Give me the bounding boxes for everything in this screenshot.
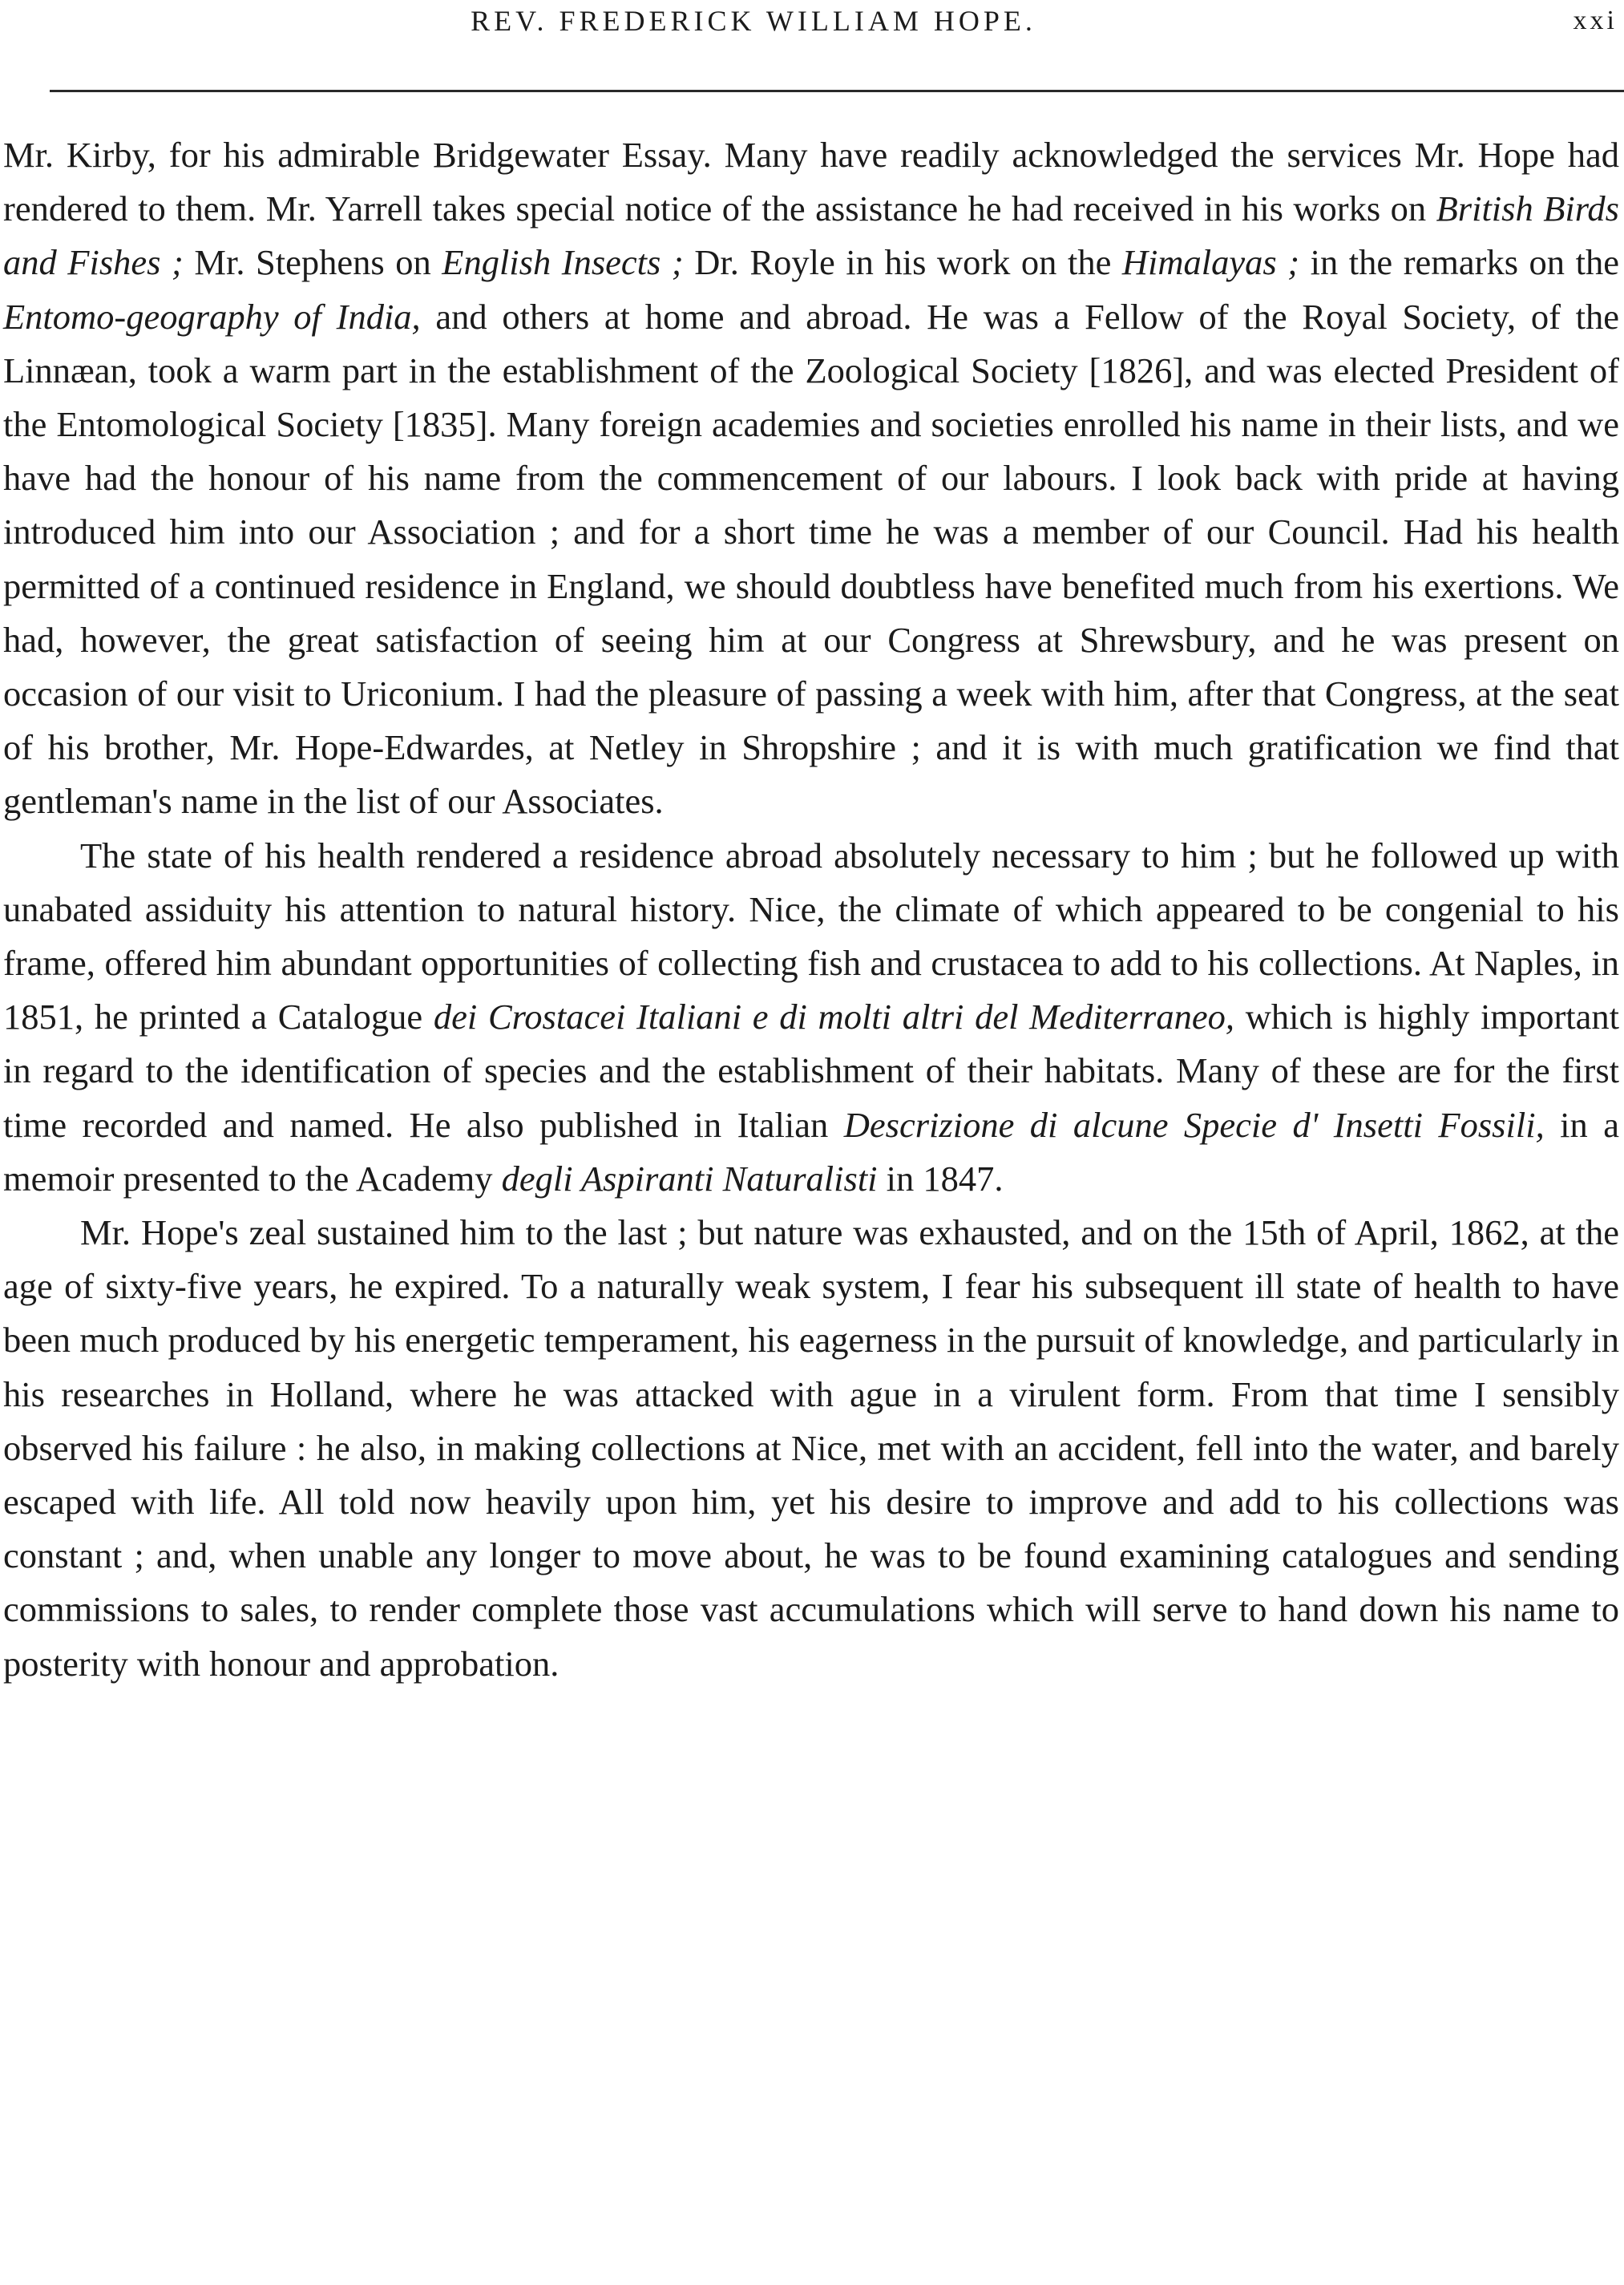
- text-segment: in 1847.: [877, 1158, 1004, 1199]
- text-segment: and others at home and abroad. He was a Fellow of the Royal Society, of the Linnæan, took a warm part in the establishment of the Zoological Society [1826], and was elected President of the Entomological Society [1835]. Many foreign academies and societies enrolled his name in their lists, and we have had the honour of his name from the commencement of our labours. I look back with pride at having introduced him into our Association ; and for a short time he was a member of our Council. Had his health permitted of a continued residence in England, we should doubtless have benefited much from his exertions. We had, however, the great satisfaction of seeing him at our Congress at Shrewsbury, and he was present on occasion of our visit to Uriconium. I had the pleasure of passing a week with him, after that Congress, at the seat of his brother, Mr. Hope-Edwardes, at Netley in Shropshire ; and it is with much gratification we find that gentleman's name in the list of our Associates.: [3, 296, 1619, 822]
- text-segment: The state of his health rendered a residence abroad absolutely necessary to him ; but he followed up with unabated assiduity his attention to natural history. Nice, the climate of which appeared to be congenial to his frame, offered him abundant opportunities of collecting fish and crustacea to add to his collections. At Naples, in 1851, he printed a Catalogue: [3, 835, 1619, 1037]
- italic-title: Entomo-geography of India,: [3, 296, 421, 337]
- running-title: REV. FREDERICK WILLIAM HOPE.: [471, 5, 1036, 37]
- text-segment: Mr. Stephens on: [183, 242, 442, 283]
- running-head: [0, 5, 1624, 37]
- italic-title: dei Crostacei Italiani e di molti altri del Mediterraneo,: [433, 997, 1234, 1037]
- paragraph-3: [3, 1206, 1619, 1691]
- paragraph-1: [3, 128, 1619, 829]
- page-number: xxi: [1573, 6, 1618, 35]
- italic-title: British Birds and Fishes ;: [3, 188, 1619, 283]
- header-rule: [50, 90, 1624, 92]
- text-segment: in a memoir presented to the Academy: [3, 1104, 1619, 1199]
- italic-title: degli Aspiranti Naturalisti: [501, 1158, 878, 1199]
- text-segment: which is highly important in regard to the identification of species and the establishment of their habitats. Many of these are for the first time recorded and named. He also published in Italian: [3, 997, 1619, 1145]
- text-segment: Mr. Kirby, for his admirable Bridgewater Essay. Many have readily acknowledged the services Mr. Hope had rendered to them. Mr. Yarrell takes special notice of the assistance he had received in his works on: [3, 135, 1619, 229]
- italic-title: Descrizione di alcune Specie d' Insetti Fossili,: [843, 1104, 1545, 1145]
- italic-title: Himalayas ;: [1121, 242, 1300, 283]
- body-text: [3, 128, 1619, 1691]
- text-segment: in the remarks on the: [1299, 242, 1619, 283]
- text-segment: Mr. Hope's zeal sustained him to the last ; but nature was exhausted, and on the 15th of April, 1862, at the age of sixty-five years, he expired. To a naturally weak system, I fear his subsequent ill state of health to have been much produced by his energetic temperament, his eagerness in the pursuit of knowledge, and particularly in his researches in Holland, where he was attacked with ague in a virulent form. From that time I sensibly observed his failure : he also, in making collections at Nice, met with an accident, fell into the water, and barely escaped with life. All told now heavily upon him, yet his desire to improve and add to his collections was constant ; and, when unable any longer to move about, he was to be found examining catalogues and sending commissions to sales, to render complete those vast accumulations which will serve to hand down his name to posterity with honour and approbation.: [3, 1212, 1619, 1684]
- paragraph-2: [3, 829, 1619, 1206]
- text-segment: Dr. Royle in his work on the: [683, 242, 1122, 283]
- italic-title: English Insects ;: [442, 242, 684, 283]
